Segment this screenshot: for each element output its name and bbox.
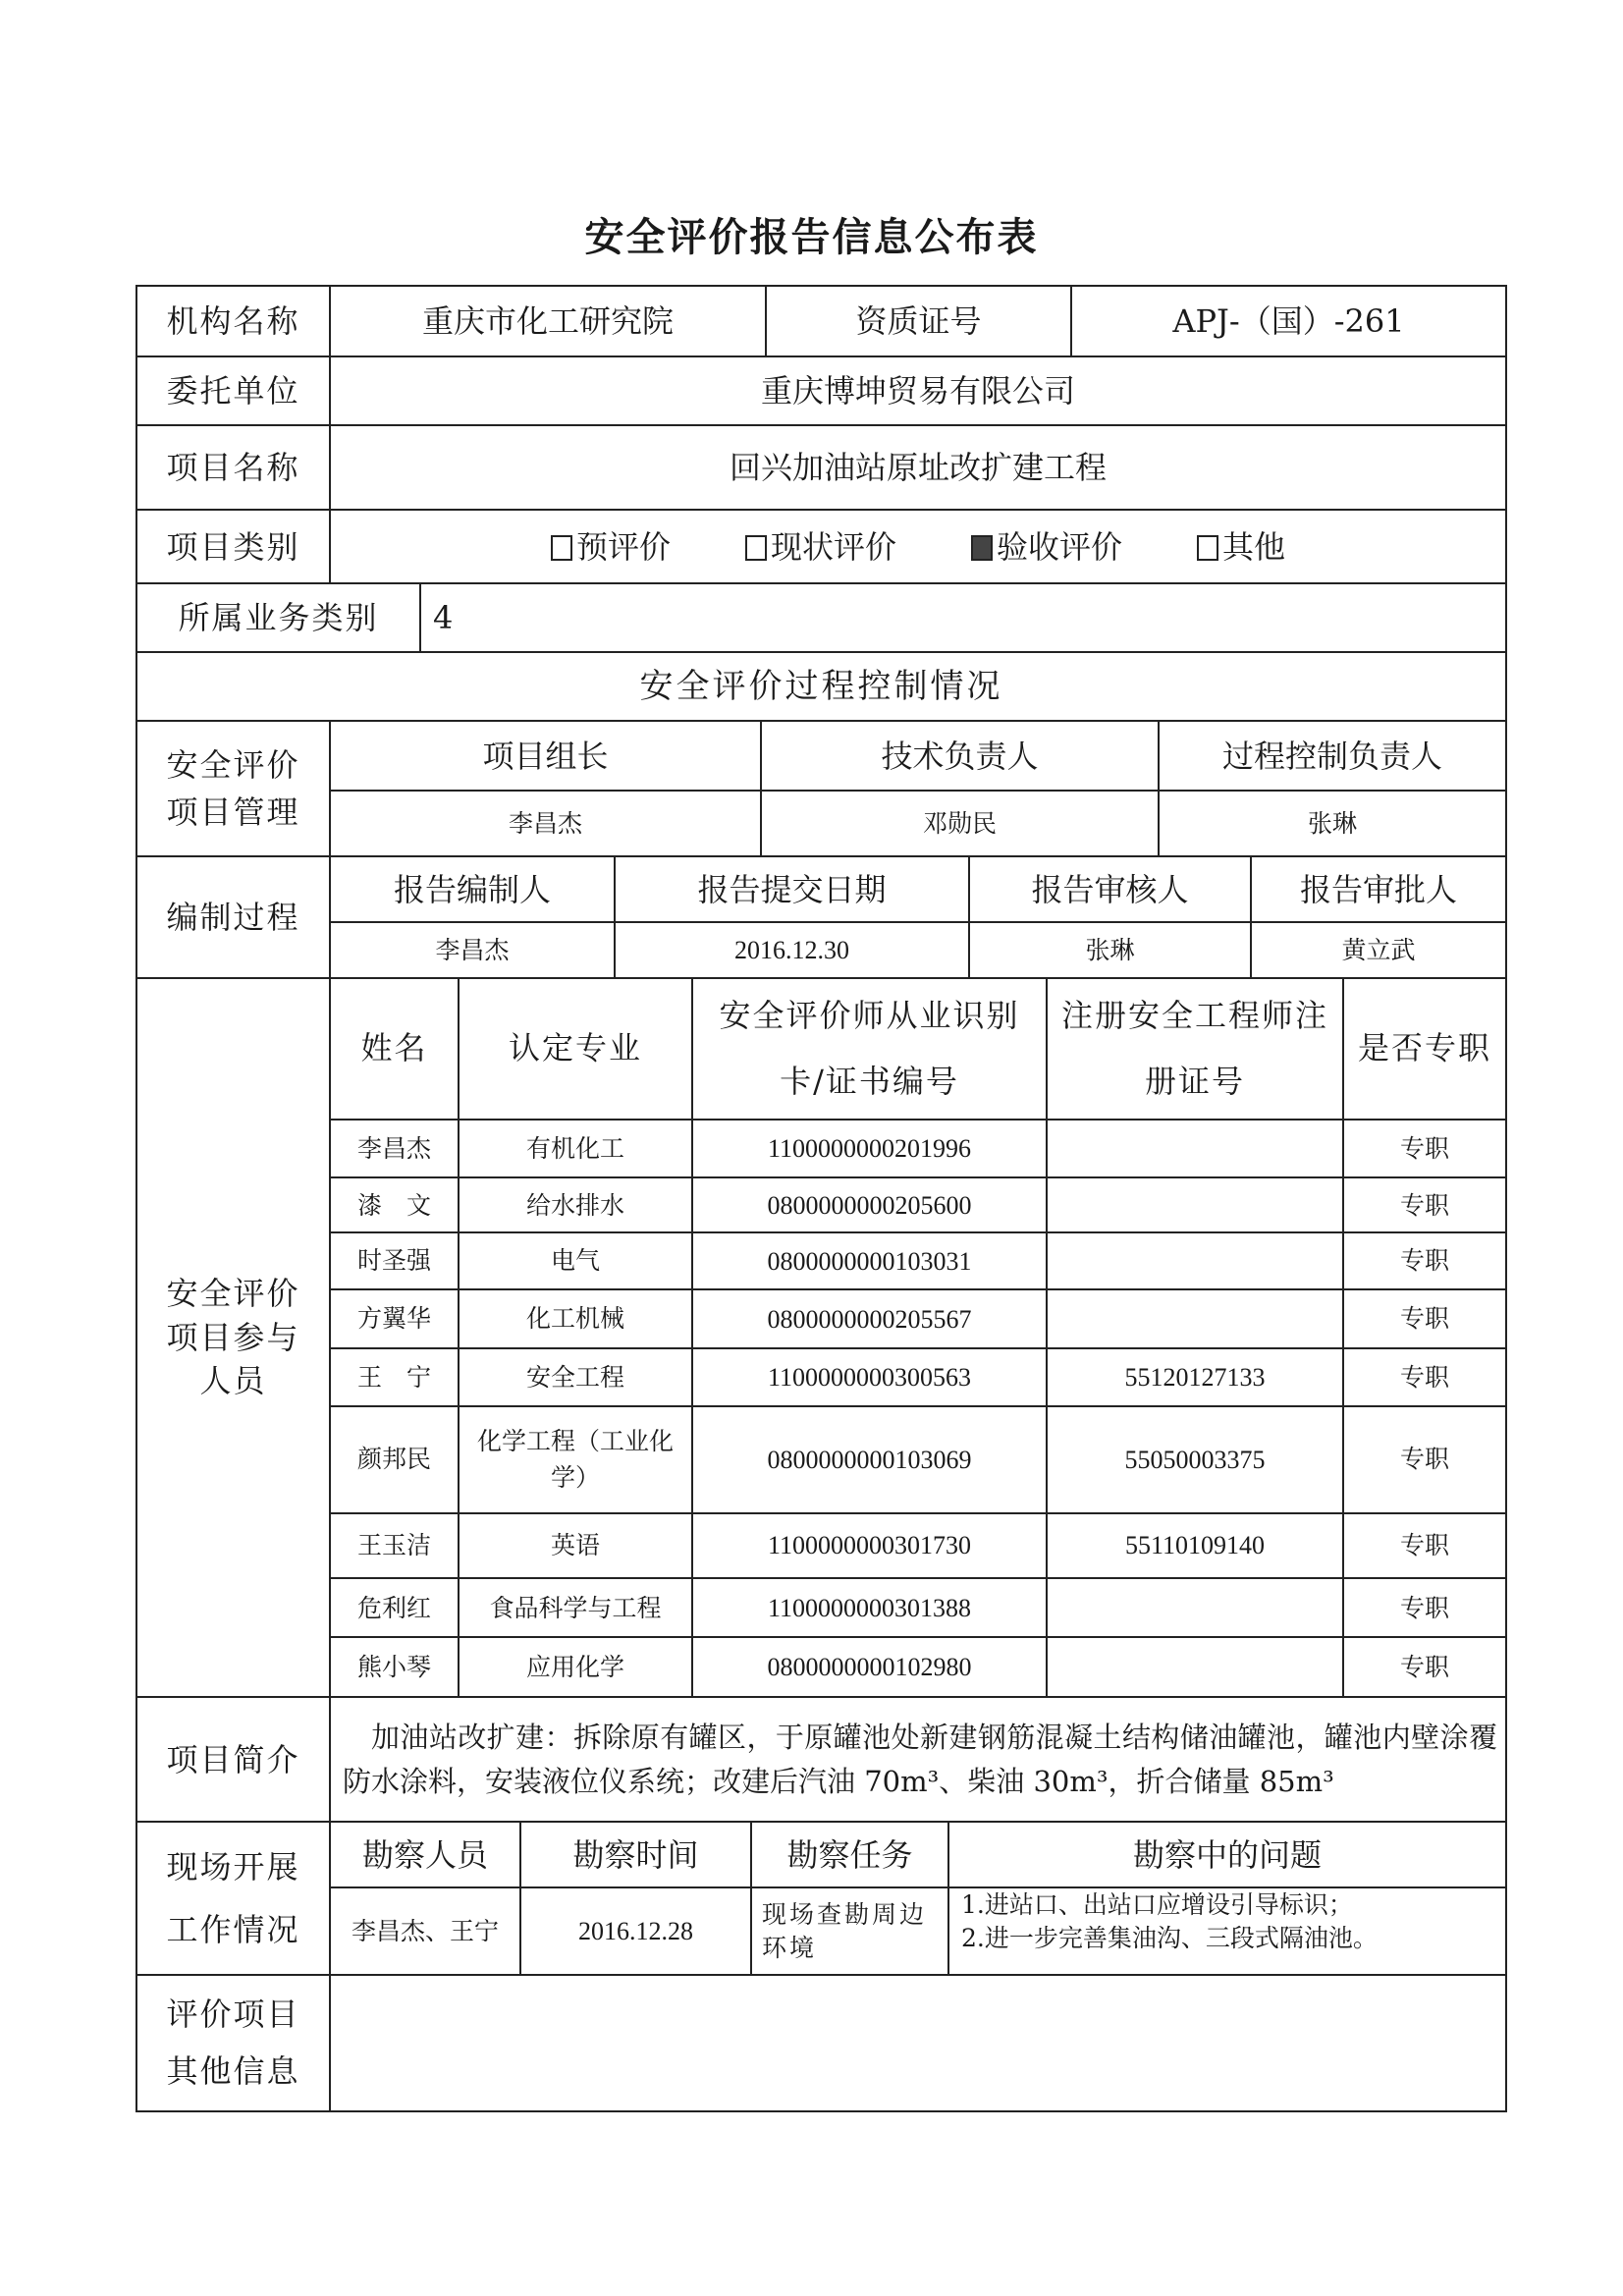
table-cell: 0800000000102980 xyxy=(693,1638,1048,1696)
table-cell: 危利红 xyxy=(331,1579,460,1636)
intro-text: 加油站改扩建：拆除原有罐区，于原罐池处新建钢筋混凝土结构储油罐池，罐池内壁涂覆防水涂料，安装液位仪系统；改建后汽油 70m³、柴油 30m³，折合储量 85m³ xyxy=(343,1720,1497,1798)
header-cell: 勘察人员 xyxy=(331,1823,521,1886)
cert-label: 资质证号 xyxy=(767,287,1072,355)
table-row xyxy=(331,1290,1505,1349)
table-cell: 电气 xyxy=(460,1233,693,1288)
block-management xyxy=(137,722,1505,857)
cert-value: APJ-（国）-261 xyxy=(1172,302,1405,340)
header-cell: 报告审核人 xyxy=(970,857,1252,921)
header-cell: 勘察时间 xyxy=(521,1823,752,1886)
table-cell: 0800000000205600 xyxy=(693,1178,1048,1231)
management-label xyxy=(137,722,331,855)
value-cell: 张琳 xyxy=(970,923,1252,977)
table-cell: 颜邦民 xyxy=(331,1407,460,1512)
header-cell: 安全评价师从业识别卡/证书编号 xyxy=(693,979,1048,1119)
label-line: 安全评价 xyxy=(166,746,300,784)
checkbox-icon xyxy=(551,535,572,561)
table-cell: 安全工程 xyxy=(460,1349,693,1405)
value-cell: 李昌杰 xyxy=(331,923,616,977)
category-option xyxy=(1197,523,1285,571)
table-cell: 方翼华 xyxy=(331,1290,460,1347)
client-value: 重庆博坤贸易有限公司 xyxy=(760,372,1075,410)
label-line: 项目管理 xyxy=(166,793,300,831)
value-cell: 李昌杰、王宁 xyxy=(331,1888,521,1974)
people-header-row xyxy=(331,979,1505,1121)
table-cell xyxy=(1048,1121,1344,1177)
table-row xyxy=(331,1349,1505,1407)
label-line: 安全评价 xyxy=(166,1274,300,1312)
intro-label: 项目简介 xyxy=(137,1698,331,1821)
client-label: 委托单位 xyxy=(137,357,331,424)
other-label xyxy=(137,1976,331,2110)
table-cell: 专职 xyxy=(1399,1133,1449,1163)
table-cell: 熊小琴 xyxy=(331,1638,460,1696)
header-cell: 过程控制负责人 xyxy=(1221,737,1442,775)
table-cell: 1100000000300563 xyxy=(693,1349,1048,1405)
table-cell: 0800000000103031 xyxy=(693,1233,1048,1288)
category-label: 预评价 xyxy=(575,527,671,566)
block-people xyxy=(137,979,1505,1698)
row-business xyxy=(137,584,1505,653)
header-cell: 报告审批人 xyxy=(1299,870,1457,908)
row-project xyxy=(137,426,1505,511)
table-cell: 专职 xyxy=(1399,1190,1449,1220)
block-site xyxy=(137,1823,1505,1976)
label-line: 其他信息 xyxy=(166,2051,300,2090)
info-table xyxy=(135,285,1507,2112)
value-cell: 2016.12.28 xyxy=(521,1888,752,1974)
category-label: 其他 xyxy=(1222,527,1286,566)
table-cell xyxy=(1048,1579,1344,1636)
table-cell: 食品科学与工程 xyxy=(460,1579,693,1636)
table-cell: 55120127133 xyxy=(1048,1349,1344,1405)
table-cell: 有机化工 xyxy=(460,1121,693,1177)
other-value xyxy=(331,1976,1505,2110)
table-cell: 李昌杰 xyxy=(331,1121,460,1177)
org-label: 机构名称 xyxy=(137,287,331,355)
project-label: 项目名称 xyxy=(137,426,331,509)
table-cell xyxy=(1048,1233,1344,1288)
header-cell: 技术负责人 xyxy=(762,722,1160,790)
issue-item: 1.进站口、出站口应增设引导标识； xyxy=(961,1890,1353,1919)
table-cell: 时圣强 xyxy=(331,1233,460,1288)
business-label: 所属业务类别 xyxy=(137,584,421,651)
value-cell: 2016.12.30 xyxy=(616,923,970,977)
table-cell: 55110109140 xyxy=(1048,1514,1344,1578)
value-cell: 张琳 xyxy=(1307,808,1357,838)
table-cell xyxy=(1048,1290,1344,1347)
table-cell: 专职 xyxy=(1399,1362,1449,1392)
table-cell: 专职 xyxy=(1399,1304,1449,1334)
table-cell xyxy=(1048,1178,1344,1231)
checkbox-icon xyxy=(1197,535,1218,561)
value-cell: 现场查勘周边环境 xyxy=(752,1888,949,1974)
header-cell: 报告提交日期 xyxy=(616,857,970,921)
label-line: 现场开展 xyxy=(166,1848,300,1886)
table-cell: 王玉洁 xyxy=(331,1514,460,1578)
header-cell: 勘察中的问题 xyxy=(1132,1835,1322,1874)
table-cell: 1100000000301730 xyxy=(693,1514,1048,1578)
table-cell: 英语 xyxy=(460,1514,693,1578)
checked-box-icon xyxy=(971,535,993,561)
table-cell: 55050003375 xyxy=(1048,1407,1344,1512)
compile-label: 编制过程 xyxy=(137,857,331,977)
table-cell: 1100000000201996 xyxy=(693,1121,1048,1177)
table-cell: 王 宁 xyxy=(331,1349,460,1405)
label-line: 工作情况 xyxy=(166,1911,300,1948)
category-label: 验收评价 xyxy=(997,527,1123,566)
table-cell: 0800000000103069 xyxy=(693,1407,1048,1512)
category-label: 项目类别 xyxy=(137,511,331,582)
table-cell: 漆 文 xyxy=(331,1178,460,1231)
table-cell xyxy=(1048,1638,1344,1696)
checkbox-icon xyxy=(745,535,767,561)
row-client xyxy=(137,357,1505,426)
header-cell: 项目组长 xyxy=(331,722,762,790)
value-cell: 邓勋民 xyxy=(762,792,1160,855)
header-cell: 姓名 xyxy=(331,979,460,1119)
header-cell: 报告编制人 xyxy=(331,857,616,921)
header-cell: 注册安全工程师注册证号 xyxy=(1048,979,1344,1119)
label-line: 评价项目 xyxy=(166,1995,300,2033)
table-row xyxy=(331,1407,1505,1514)
table-row xyxy=(331,1121,1505,1179)
label-line: 人员 xyxy=(199,1362,267,1400)
table-cell: 专职 xyxy=(1399,1531,1449,1560)
category-option xyxy=(971,523,1122,571)
table-cell: 应用化学 xyxy=(460,1638,693,1696)
table-cell: 化工机械 xyxy=(460,1290,693,1347)
people-label xyxy=(137,979,331,1696)
row-category xyxy=(137,511,1505,584)
table-cell: 化学工程（工业化学） xyxy=(460,1407,693,1512)
table-cell: 给水排水 xyxy=(460,1178,693,1231)
block-compile xyxy=(137,857,1505,979)
block-intro xyxy=(137,1698,1505,1823)
table-row xyxy=(331,1579,1505,1638)
label-line: 项目参与 xyxy=(166,1318,300,1356)
table-row xyxy=(331,1514,1505,1580)
table-row xyxy=(331,1233,1505,1290)
table-cell: 专职 xyxy=(1399,1445,1449,1474)
category-label: 现状评价 xyxy=(770,527,896,566)
table-cell: 专职 xyxy=(1399,1246,1449,1276)
header-cell: 认定专业 xyxy=(460,979,693,1119)
block-other xyxy=(137,1976,1505,2110)
category-options xyxy=(331,511,1505,582)
table-cell: 0800000000205567 xyxy=(693,1290,1048,1347)
value-cell: 黄立武 xyxy=(1341,935,1416,964)
category-option xyxy=(551,523,671,571)
business-value: 4 xyxy=(433,599,454,636)
table-row xyxy=(331,1638,1505,1696)
org-value: 重庆市化工研究院 xyxy=(331,287,767,355)
table-cell: 专职 xyxy=(1399,1593,1449,1622)
row-org xyxy=(137,287,1505,357)
header-cell: 是否专职 xyxy=(1358,1029,1492,1067)
issues-cell xyxy=(949,1888,1505,1974)
header-cell: 勘察任务 xyxy=(752,1823,949,1886)
site-label xyxy=(137,1823,331,1974)
issue-item: 2.进一步完善集油沟、三段式隔油池。 xyxy=(961,1923,1378,1952)
value-cell: 李昌杰 xyxy=(331,792,762,855)
category-option xyxy=(745,523,896,571)
table-cell: 1100000000301388 xyxy=(693,1579,1048,1636)
section-title: 安全评价过程控制情况 xyxy=(639,666,1003,706)
page-title: 安全评价报告信息公布表 xyxy=(584,214,1039,260)
section-header xyxy=(137,653,1505,722)
table-row xyxy=(331,1178,1505,1233)
table-cell: 专职 xyxy=(1399,1652,1449,1681)
project-value: 回兴加油站原址改扩建工程 xyxy=(729,449,1107,486)
